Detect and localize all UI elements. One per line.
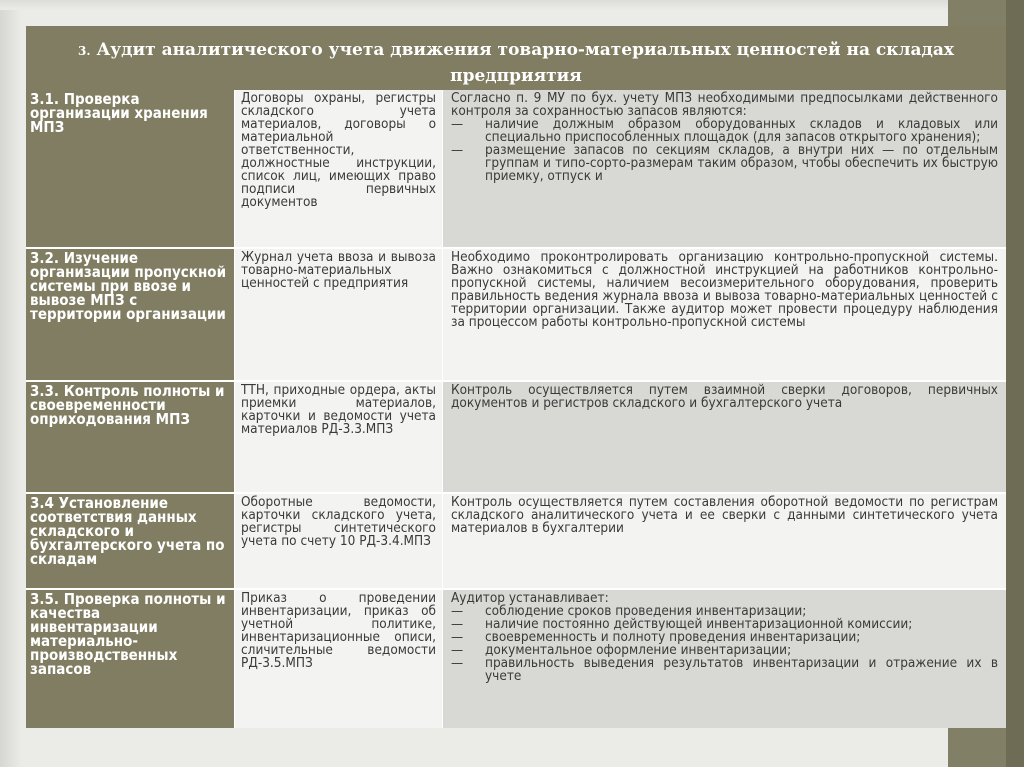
bullet-dash: — <box>451 655 464 671</box>
procedure-intro: Контроль осуществляется путем составления оборотной ведомости по регистрам складского аналитического учета и ее сверки с данными синтетического учета материалов в бухгалтерии <box>451 494 998 536</box>
row-procedure <box>442 494 1006 588</box>
bullet-text: соблюдение сроков проведения инвентаризации; <box>485 603 807 619</box>
row-topic: 3.1. Проверка организации хранения МПЗ <box>26 90 234 247</box>
row-documents: Приказ о проведении инвентаризации, приказ об учетной политике, инвентаризационные описи, сличительные ведомости РД-3.5.МПЗ <box>234 590 442 728</box>
table-row <box>26 494 1006 588</box>
table-row <box>26 249 1006 380</box>
bullet-dash: — <box>451 142 464 158</box>
slide-top-shadow <box>0 0 1024 10</box>
procedure-intro: Контроль осуществляется путем взаимной сверки договоров, первичных документов и регистров складского и бухгалтерского учета <box>451 382 998 411</box>
title-number: 3. <box>78 44 91 58</box>
bullet-text: наличие постоянно действующей инвентаризационной комиссии; <box>485 616 913 632</box>
bullet-dash: — <box>451 642 464 658</box>
row-procedure <box>442 590 1006 728</box>
row-procedure <box>442 382 1006 492</box>
row-topic: 3.2. Изучение организации пропускной системы при ввозе и вывозе МПЗ с территории организации <box>26 249 234 380</box>
list-item <box>451 657 998 683</box>
table-row <box>26 590 1006 728</box>
bullet-text: наличие должным образом оборудованных складов и кладовых или специально приспособленных площадок (для запасов открытого хранения); <box>485 116 998 145</box>
table-row <box>26 90 1006 247</box>
row-documents: Договоры охраны, регистры складского учета материалов, договоры о материальной ответственности, должностные инструкции, список лиц, имеющих право подписи первичных документов <box>234 90 442 247</box>
procedure-intro: Необходимо проконтролировать организацию контрольно-пропускной системы. Важно ознакомиться с должностной инструкцией на работников контрольно- пропускной системы, наличием весоизмерительного оборудования, проверить правильность ведения журнала ввоза и вывоза товарно-материальных ценностей с территории организации. Также аудитор может провести процедуру наблюдения за процессом работы контрольно-пропускной системы <box>451 249 998 330</box>
list-item <box>451 118 998 144</box>
slide-right-decor-stripe <box>1006 0 1024 767</box>
title-text: Аудит аналитического учета движения товарно-материальных ценностей на складах предприятия <box>96 40 954 86</box>
bullet-text: документальное оформление инвентаризации; <box>485 642 792 658</box>
list-item <box>451 144 998 183</box>
row-documents: Оборотные ведомости, карточки складского учета, регистры синтетического учета по счету 10 РД-3.4.МПЗ <box>234 494 442 588</box>
row-topic: 3.4 Установление соответствия данных складского и бухгалтерского учета по складам <box>26 494 234 588</box>
procedure-intro: Согласно п. 9 МУ по бух. учету МПЗ необходимыми предпосылками действенного контроля за сохранностью запасов являются: <box>451 90 998 119</box>
table-row <box>26 382 1006 492</box>
row-procedure <box>442 90 1006 247</box>
bullet-dash: — <box>451 629 464 645</box>
row-documents: ТТН, приходные ордера, акты приемки материалов, карточки и ведомости учета материалов РД-3.3.МПЗ <box>234 382 442 492</box>
bullet-dash: — <box>451 616 464 632</box>
bullet-text: размещение запасов по секциям складов, а внутри них — по отдельным группам и типо-сорто-размерам таким образом, чтобы обеспечить их быструю приемку, отпуск и <box>485 142 998 184</box>
bullet-dash: — <box>451 116 464 132</box>
slide-content <box>26 26 1006 728</box>
bullet-text: правильность выведения результатов инвентаризации и отражение их в учете <box>485 655 998 684</box>
row-topic: 3.3. Контроль полноты и своевременности оприходования МПЗ <box>26 382 234 492</box>
bullet-text: своевременность и полноту проведения инвентаризации; <box>485 629 861 645</box>
slide-left-shadow <box>0 0 22 767</box>
row-documents: Журнал учета ввоза и вывоза товарно-материальных ценностей с предприятия <box>234 249 442 380</box>
procedure-intro: Аудитор устанавливает: <box>451 590 609 606</box>
table-title <box>26 26 1006 90</box>
bullet-dash: — <box>451 603 464 619</box>
row-topic: 3.5. Проверка полноты и качества инвентаризации материально-производственных запасов <box>26 590 234 728</box>
row-procedure <box>442 249 1006 380</box>
